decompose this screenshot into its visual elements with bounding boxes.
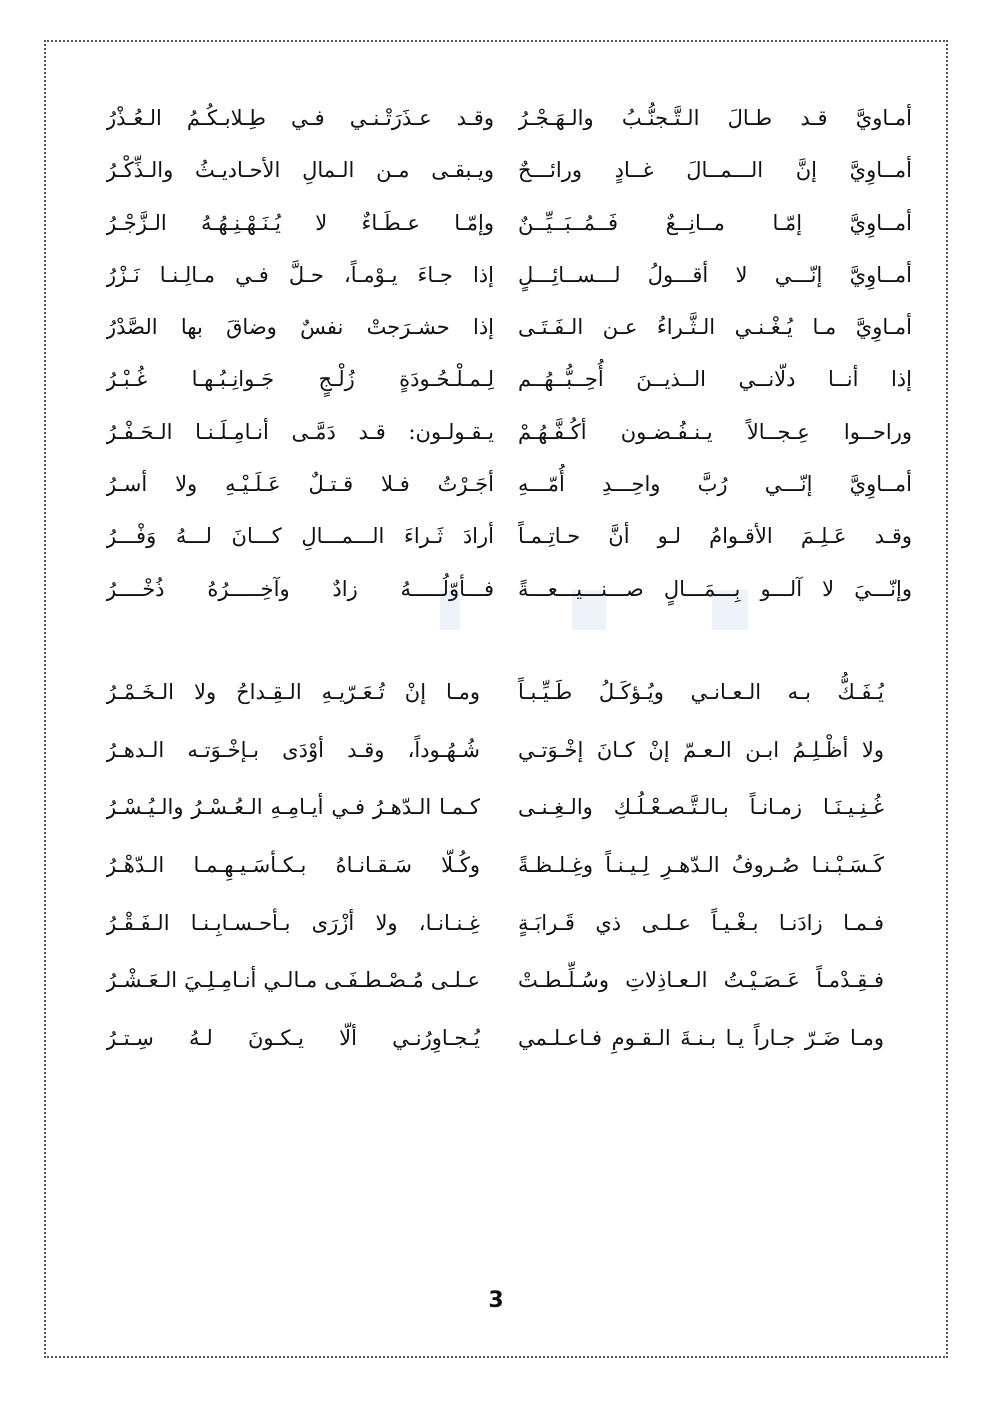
verse-second-half: غِـنـانـا، ولا أزْرَى بـأحـسـابِـنـا الـفَـقْـرُ bbox=[106, 910, 480, 935]
verse-second-half: عـلـى مُـصْـطـفَـى مـالـي أنـامِـلِـيَ الـعَـشْـرُ bbox=[106, 968, 480, 993]
verse bbox=[100, 960, 912, 1018]
verse-second-half: ويـبقـى مـن الـمالِ الأحـاديـثُ والـذِّكْـرُ bbox=[106, 158, 494, 183]
verse-second-half: وإمّـا عـطَـاءٌ لا يُـنَـهْـنِـهُـهُ الـزَّجْـرُ bbox=[106, 210, 494, 235]
verse bbox=[100, 412, 912, 464]
verse-second-half: يُـجـاوِرُنـي ألّا يـكـونَ لـهُ سِـتـرُ bbox=[106, 1026, 480, 1051]
verse-second-half: إذا جـاءَ يـوْمـاً، حـلَّ فـي مـالِـنـا نَـزْرُ bbox=[106, 262, 494, 287]
verse-second-half: أرادَ ثَـراءَ الـــمـــالِ كـــانَ لـــهُ وَفْـــرُ bbox=[106, 524, 494, 549]
verse-first-half: وراحــوا عِـجــالاً يـنـفُـضـون أكُـفَّـهُـمْ bbox=[518, 419, 912, 444]
verse-second-half: وقـد عـذَرَتْـنـي فـي طِـلابـكُـمُ الـعُـذْرُ bbox=[106, 106, 494, 130]
verse-second-half: يـقـولـون: قـد دَمَّـى أنـامِـلَـنـا الـحَـفْـرُ bbox=[106, 419, 494, 444]
verse-first-half: أمــاوِيَّ إمّـا مــانِــعٌ فَــمُــبَــيِّــنٌ bbox=[518, 210, 912, 235]
verse-second-half: شُـهُـوداً، وقـد أوْدَى بـإخْـوَتـه الـدهـرُ bbox=[106, 737, 480, 762]
verse bbox=[100, 150, 912, 202]
verse bbox=[100, 359, 912, 411]
verse bbox=[100, 516, 912, 568]
verse-first-half: وقـد عَـلِـمَ الأقـوامُ لـو أنَّ حـاتِـمـاً bbox=[518, 524, 912, 549]
verse bbox=[100, 672, 912, 730]
verse-first-half: أمـاويَّ قـد طـالَ الـتَّـجنُّـبُ والـهَـجْـرُ bbox=[518, 106, 912, 130]
verse-first-half: أمــاوِيَّ إنَّ الـــمــالَ غــادٍ ورائـــحٌ bbox=[518, 158, 912, 183]
verse-first-half: ومـا ضَـرّ جـاراً يـا بـنـةَ الـقـومِ فـاعـلـمي bbox=[518, 1026, 884, 1051]
verse bbox=[100, 203, 912, 255]
poem-stanza-2 bbox=[100, 672, 912, 1076]
verse-second-half: لِـمـلْـحُـودَةٍ زُلْـجٍ جَـوانِـبُـهـا غُـبْـرُ bbox=[106, 367, 494, 392]
verse-first-half: كَـسَـبْـنـا صُـروفُ الـدّهـرِ لِـيـنـاً وغِـلـظـةً bbox=[518, 853, 884, 878]
verse-first-half: إذا أنــا دلّانــي الــذيــنَ أُحِــبُّــهُــم bbox=[518, 367, 912, 392]
verse-second-half: فـــأوّلُـــــهُ زادٌ وآخِـــــرُهُ ذُخْــــرُ bbox=[106, 576, 494, 601]
verse-first-half: وإنّـــيَ لا آلـــو بِـــمَـــالٍ صـــنـــيـــعـــةً bbox=[518, 576, 912, 601]
verse bbox=[100, 255, 912, 307]
verse bbox=[100, 787, 912, 845]
verse bbox=[100, 903, 912, 961]
verse-first-half: أمـاوِيَّ مـا يُـغْـنـي الـثَّـراءُ عـن الـفَـتَـى bbox=[518, 315, 912, 340]
verse-second-half: كـمـا الـدّهـرُ فـي أيـامِـهِ الـعُـسْـرُ والـيُـسْـرُ bbox=[106, 795, 480, 820]
verse-second-half: إذا حشـرَجتْ نفسٌ وضاقَ بها الصَّدْرُ bbox=[106, 315, 494, 340]
verse bbox=[100, 464, 912, 516]
verse bbox=[100, 845, 912, 903]
verse bbox=[100, 730, 912, 788]
verse-first-half: أمــاوِيَّ إنّـــي لا أقـــولُ لـــســائِـــلٍ bbox=[518, 262, 912, 287]
verse bbox=[100, 569, 912, 621]
verse bbox=[100, 307, 912, 359]
verse-first-half: أمــاوِيَّ إنّـــي رُبَّ واحِـــدِ أُمّـــهِ bbox=[518, 472, 912, 497]
verse-first-half: فـقِـدْمـاً عَـصَـيْـتُ الـعـاذِلاتِ وسُـلِّـطـتْ bbox=[518, 968, 884, 993]
verse-second-half: وكُـلّا سَـقـانـاهُ بـكـأسَـيـهِـمـا الـدّهْـرُ bbox=[106, 853, 480, 878]
verse-first-half: غُـنِـيـنَـا زمـانـاً بـالـتَّـصـعْـلُـكِ والـغِـنـى bbox=[518, 795, 884, 820]
verse-first-half: يُـفَـكُّ بـه الـعـانـي ويُـؤكَـلُ طَـيِّـبـاً bbox=[518, 680, 884, 704]
page-number: 3 bbox=[488, 1288, 504, 1313]
verse-second-half: ومـا إنْ تُـعَـرّيـهِ الـقِـداحُ ولا الـخَـمْـرُ bbox=[106, 680, 480, 704]
verse-second-half: أجَـرْتُ فـلا قـتـلٌ عَـلَـيْـهِ ولا أسـرُ bbox=[106, 472, 494, 497]
poem-stanza-1 bbox=[100, 98, 912, 621]
verse-first-half: ولا أظْـلِـمُ ابـن الـعـمّ إنْ كـانَ إخْـوَتـي bbox=[518, 737, 884, 762]
verse bbox=[100, 98, 912, 150]
verse bbox=[100, 1018, 912, 1076]
verse-first-half: فـمـا زادَنـا بـغْـيـاً عـلـى ذي قَـرابَـةٍ bbox=[518, 910, 884, 935]
